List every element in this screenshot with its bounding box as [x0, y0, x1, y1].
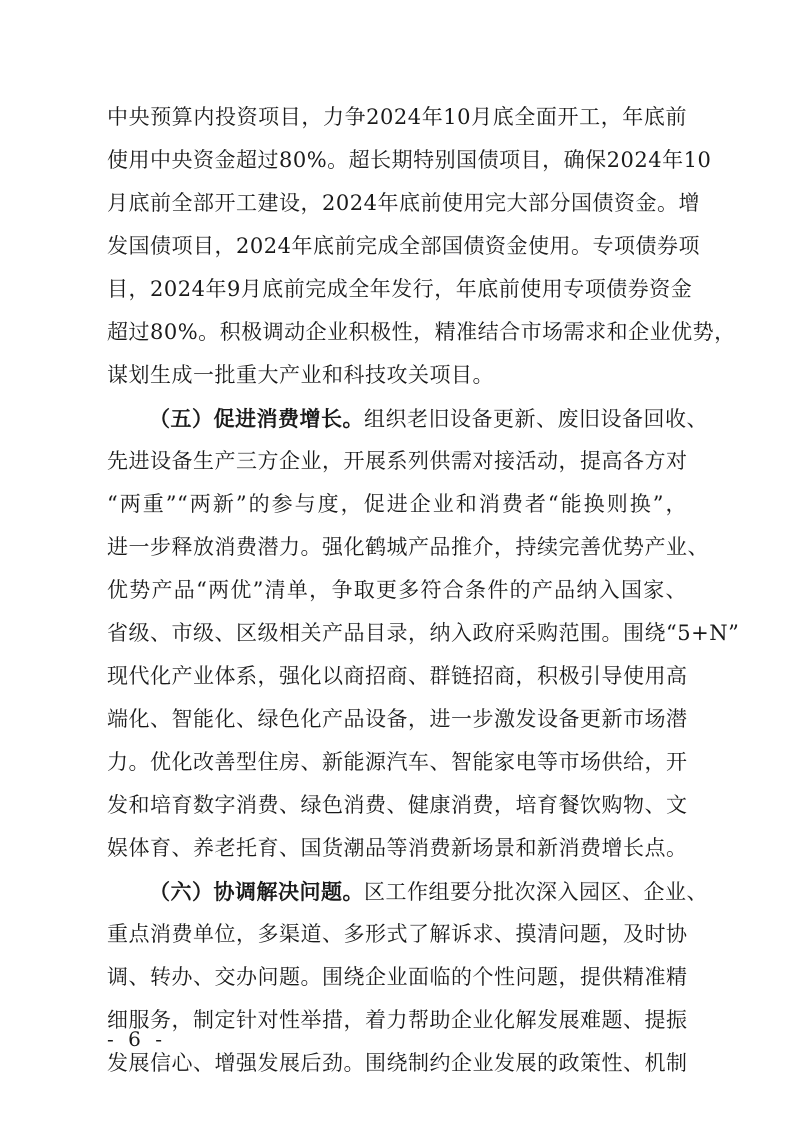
section-5-text: 组织老旧设备更新、废旧设备回收、 — [364, 407, 708, 431]
paragraph-line: 娱体育、养老托育、国货潮品等消费新场景和新消费增长点。 — [107, 836, 688, 860]
paragraph-line: 使用中央资金超过80%。超长期特别国债项目，确保2024年10 — [107, 148, 712, 172]
paragraph-line: “两重”“两新”的参与度，促进企业和消费者“能换则换”， — [107, 492, 687, 516]
section-5-heading: （五）促进消费增长。 — [149, 406, 364, 431]
section-6-heading: （六）协调解决问题。 — [149, 879, 364, 904]
paragraph-line: 发和培育数字消费、绿色消费、健康消费，培育餐饮购物、文 — [107, 793, 688, 817]
paragraph-line: 中央预算内投资项目，力争2024年10月底全面开工，年底前 — [107, 105, 687, 129]
paragraph-line: 目，2024年9月底前完成全年发行，年底前使用专项债券资金 — [107, 277, 693, 301]
paragraph-line: 重点消费单位，多渠道、多形式了解诉求、摸清问题，及时协 — [107, 922, 688, 946]
paragraph-line: 端化、智能化、绿色化产品设备，进一步激发设备更新市场潜 — [107, 707, 688, 731]
paragraph-line: 进一步释放消费潜力。强化鹤城产品推介，持续完善优势产业、 — [107, 535, 709, 559]
paragraph-line: 发国债项目，2024年底前完成全部国债资金使用。专项债券项 — [107, 234, 700, 258]
paragraph-line: 先进设备生产三方企业，开展系列供需对接活动，提高各方对 — [107, 449, 688, 473]
paragraph-line: 月底前全部开工建设，2024年底前使用完大部分国债资金。增 — [107, 191, 700, 215]
paragraph-line: 调、转办、交办问题。围绕企业面临的个性问题，提供精准精 — [107, 965, 688, 989]
paragraph-line: 力。优化改善型住房、新能源汽车、智能家电等市场供给，开 — [107, 750, 688, 774]
page-number: - 6 - — [107, 1027, 166, 1051]
paragraph-line: 省级、市级、区级相关产品目录，纳入政府采购范围。围绕“5+N” — [107, 621, 740, 645]
section-6-first-line — [107, 870, 708, 913]
paragraph-line: 超过80%。积极调动企业积极性，精准结合市场需求和企业优势， — [107, 320, 736, 344]
section-6-text: 区工作组要分批次深入园区、企业、 — [364, 880, 708, 904]
document-body — [107, 96, 740, 1085]
paragraph-line: 发展信心、增强发展后劲。围绕制约企业发展的政策性、机制 — [107, 1051, 688, 1075]
paragraph-line: 细服务，制定针对性举措，着力帮助企业化解发展难题、提振 — [107, 1008, 688, 1032]
section-5-first-line — [107, 397, 708, 440]
paragraph-line: 谋划生成一批重大产业和科技攻关项目。 — [107, 363, 494, 387]
paragraph-line: 现代化产业体系，强化以商招商、群链招商，积极引导使用高 — [107, 664, 688, 688]
paragraph-line: 优势产品“两优”清单，争取更多符合条件的产品纳入国家、 — [107, 578, 687, 602]
